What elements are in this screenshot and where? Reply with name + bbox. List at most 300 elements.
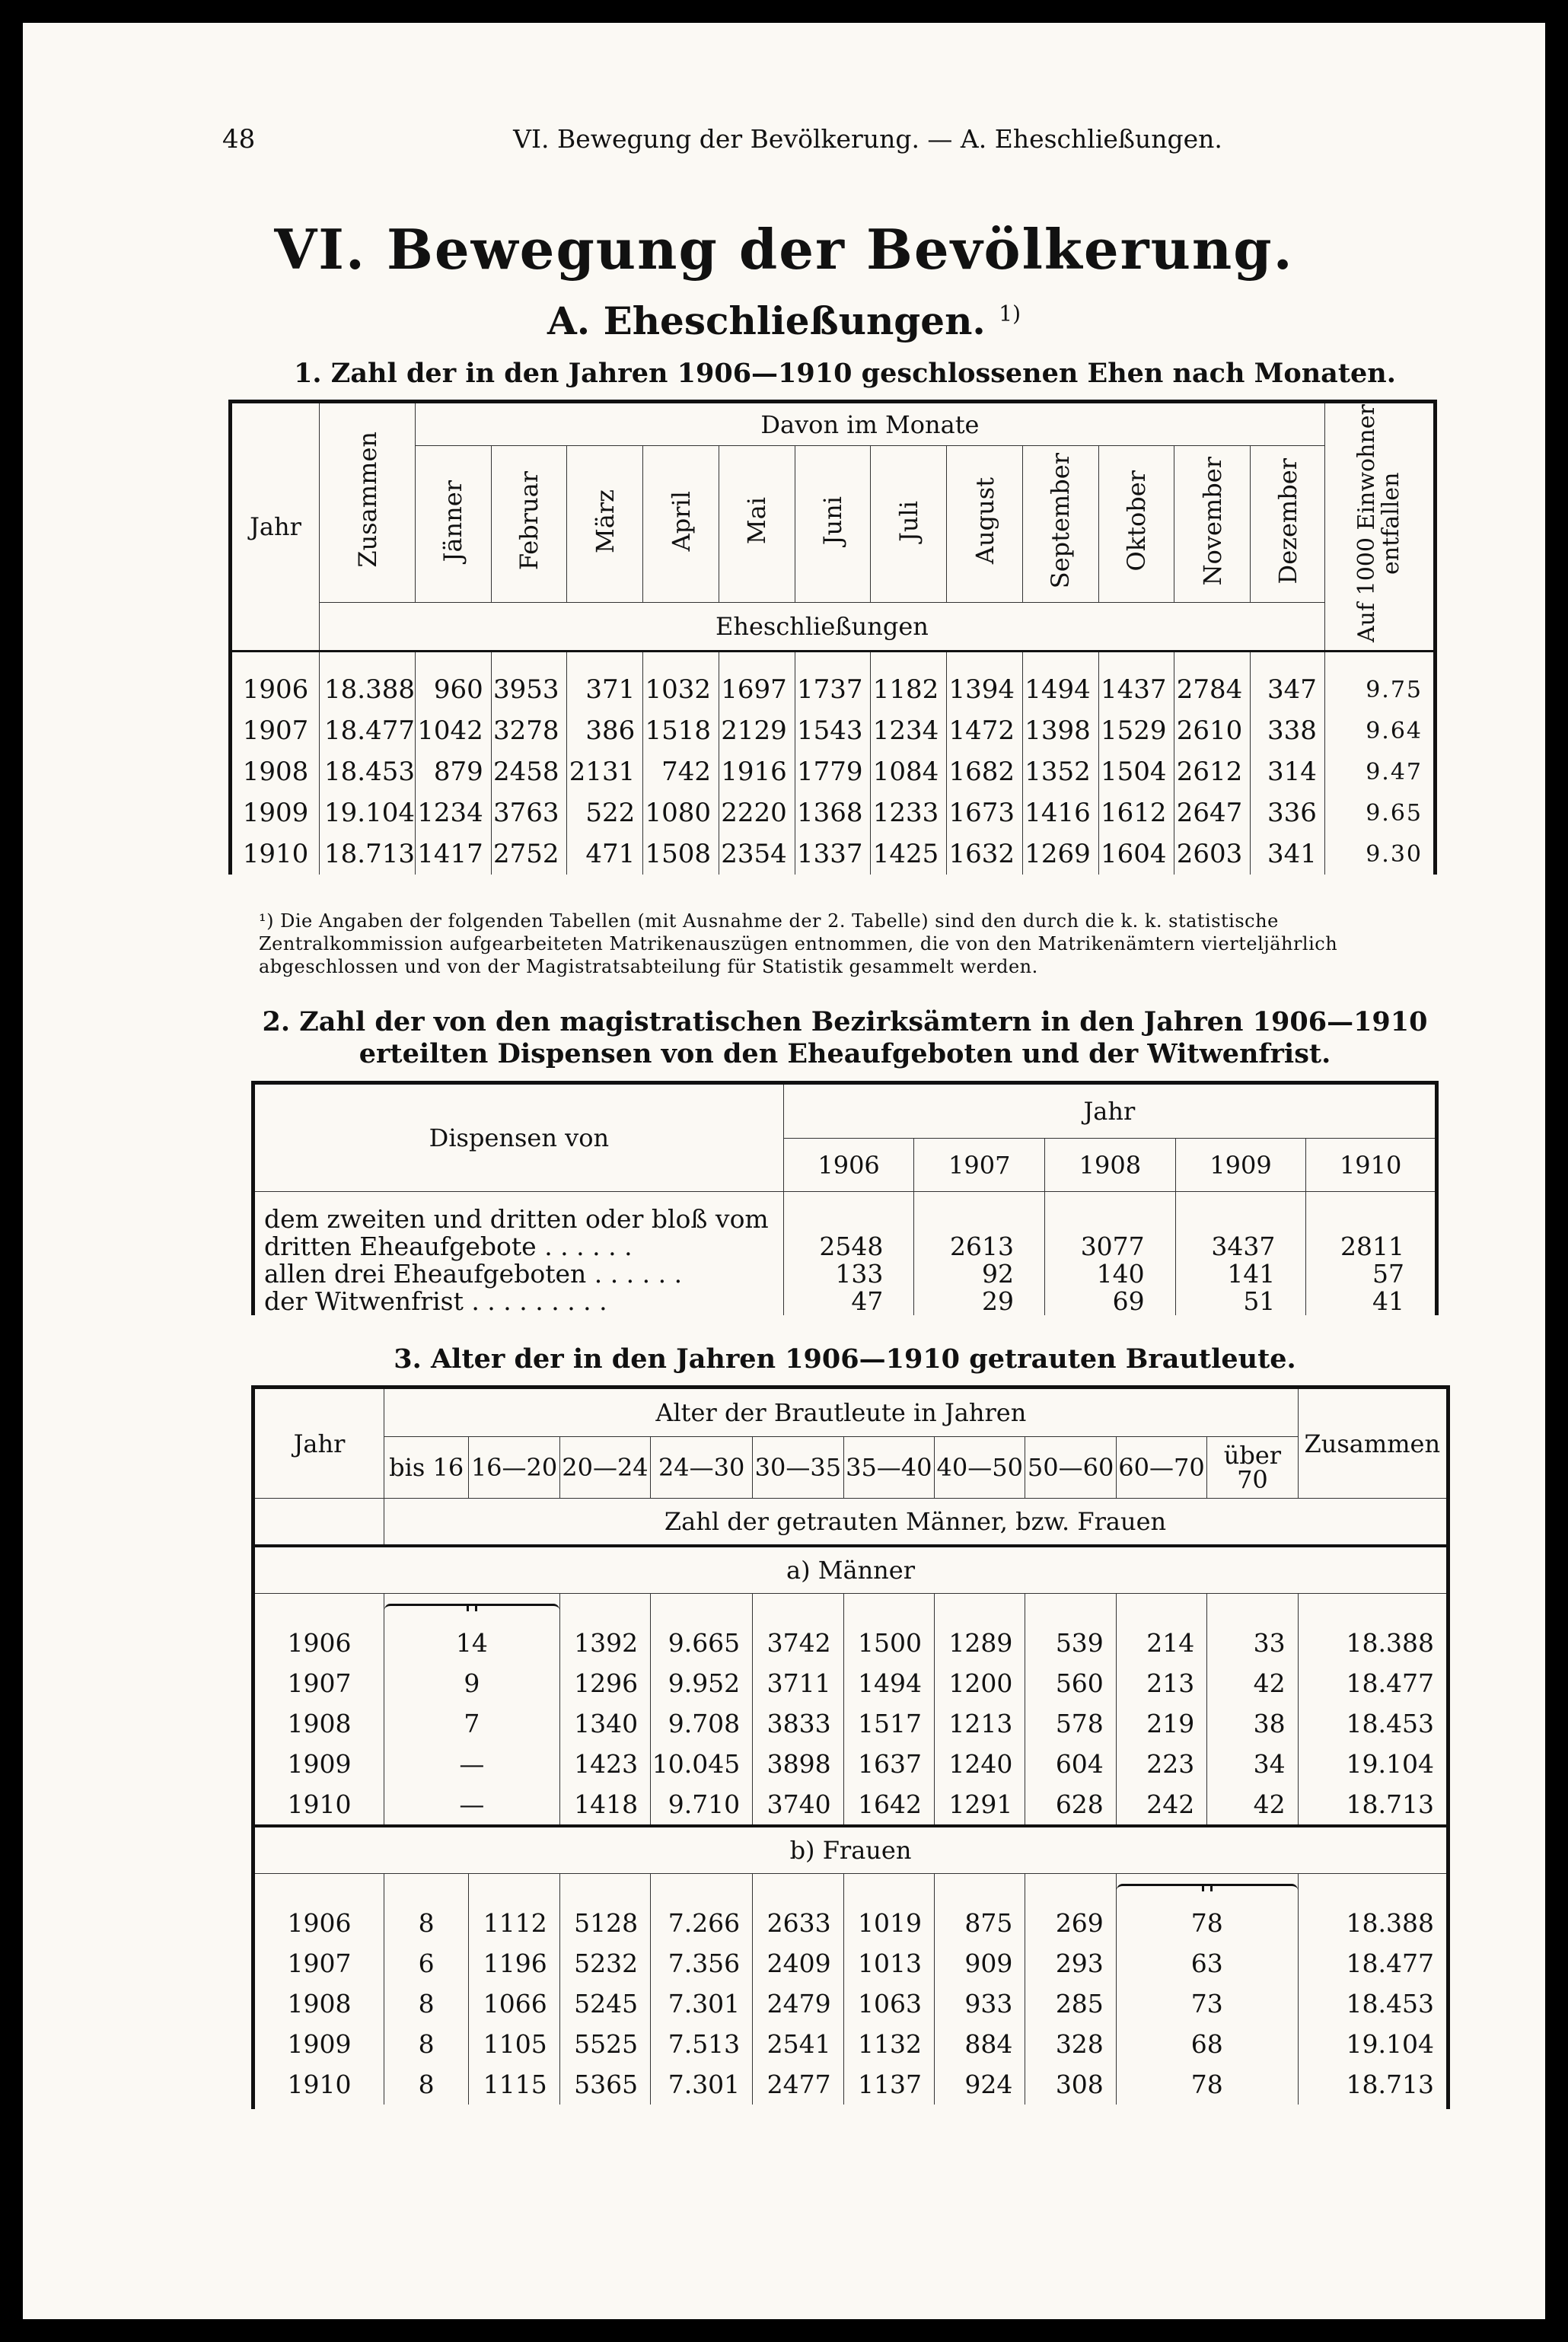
table1-month-header [719, 446, 795, 603]
table1-month-value: 3953 [491, 669, 567, 710]
table3-men-value: 1289 [935, 1623, 1025, 1663]
month-label: Oktober [1122, 470, 1152, 572]
table1-month-value: 2610 [1174, 710, 1251, 751]
table1-month-header [1098, 446, 1174, 603]
month-label: Juni [818, 496, 848, 546]
table3-women-value: 884 [935, 2024, 1025, 2064]
table1-month-value: 1182 [871, 669, 947, 710]
table1-year: 1908 [231, 751, 320, 792]
table3-men-value: 242 [1116, 1784, 1206, 1826]
table3-men-value: 1517 [843, 1703, 934, 1744]
table3-women-body [253, 1903, 1448, 2105]
table1-month-value: 336 [1251, 792, 1325, 833]
table1-month-value: 1612 [1098, 792, 1174, 833]
table1-spacer [231, 652, 1436, 670]
table1-marriages-by-month [228, 400, 1437, 875]
table3-men-value: 1291 [935, 1784, 1025, 1826]
table3-men-value: 1418 [559, 1784, 650, 1826]
table2-cell: 41 [1306, 1288, 1437, 1315]
table1-month-value: 371 [567, 669, 643, 710]
table1-month-header [1251, 446, 1325, 603]
table3-women-value: 924 [935, 2064, 1025, 2105]
table3-bottom [253, 2105, 1448, 2109]
table2-cell: 69 [1045, 1288, 1176, 1315]
table3-year: 1906 [253, 1623, 384, 1663]
table3-women-value: 6 [384, 1943, 469, 1984]
table2-row-label: allen drei Eheaufgeboten . . . . . . [253, 1260, 784, 1288]
table3-men-value: 213 [1116, 1663, 1206, 1703]
page-number: 48 [222, 124, 256, 155]
table3-total: 18.477 [1298, 1943, 1448, 1984]
table3-women-value: 8 [384, 2064, 469, 2105]
section-title [23, 298, 1545, 343]
table2-caption: 2. Zahl der von den magistratischen Bezirksämtern in den Jahren 1906—1910 erteilten Dispensen von den Eheaufgeboten und der Witwenfrist. [262, 1006, 1428, 1069]
table1-month-value: 2603 [1174, 833, 1251, 875]
table3-men-row [253, 1784, 1448, 1826]
table1-total: 18.388 [320, 669, 416, 710]
month-label: September [1046, 453, 1076, 589]
table1-caption: 1. Zahl der in den Jahren 1906—1910 geschlossenen Ehen nach Monaten. [294, 358, 1396, 389]
table2-cell: 29 [914, 1288, 1045, 1315]
table3-women-value: 308 [1025, 2064, 1116, 2105]
table3-total: 18.388 [1298, 1903, 1448, 1943]
table3-up-to-20: — [384, 1744, 560, 1784]
table3-men-value: 1240 [935, 1744, 1025, 1784]
table1-month-value: 2129 [719, 710, 795, 751]
table3-spacer [253, 1874, 1448, 1904]
table3-total: 18.477 [1298, 1663, 1448, 1703]
table1-month-value: 1737 [795, 669, 871, 710]
table3-men-value: 42 [1207, 1784, 1298, 1826]
table3-age-header: 16—20 [469, 1437, 559, 1499]
table3-men-value: 9.952 [651, 1663, 753, 1703]
table3-total: 18.713 [1298, 2064, 1448, 2105]
table3-women-value: 7.266 [651, 1903, 753, 1943]
table2-cell: 47 [783, 1288, 914, 1315]
table2-year-header: 1908 [1045, 1139, 1176, 1192]
table2-row-label [253, 1192, 784, 1261]
table3-age-header: 35—40 [843, 1437, 934, 1499]
table1-month-value: 2612 [1174, 751, 1251, 792]
table3-over-60: 78 [1116, 1903, 1298, 1943]
table3-women-value: 7.301 [651, 2064, 753, 2105]
table3-men-value: 560 [1025, 1663, 1116, 1703]
table1-month-value: 960 [415, 669, 491, 710]
table3-women-row [253, 2024, 1448, 2064]
month-label: Juli [894, 500, 923, 542]
table3-total: 18.388 [1298, 1623, 1448, 1663]
table1-month-value: 1394 [947, 669, 1023, 710]
table2-cell: 141 [1175, 1260, 1306, 1288]
table1-rate: 9.75 [1324, 669, 1435, 710]
table1-month-value: 1032 [643, 669, 719, 710]
table3-men-value: 1296 [559, 1663, 650, 1703]
table1-rate: 9.64 [1324, 710, 1435, 751]
table3-men-row [253, 1623, 1448, 1663]
table1-month-value: 2647 [1174, 792, 1251, 833]
table3-women-value: 7.356 [651, 1943, 753, 1984]
table1-month-value: 2131 [567, 751, 643, 792]
table3-men-row [253, 1663, 1448, 1703]
table2-year-header: 1909 [1175, 1139, 1306, 1192]
month-label: Mai [742, 497, 772, 545]
table3-women-value: 2479 [753, 1984, 843, 2024]
table3-women-value: 1105 [469, 2024, 559, 2064]
month-label: April [666, 490, 696, 552]
table1-month-value: 2354 [719, 833, 795, 875]
table1-month-value: 1437 [1098, 669, 1174, 710]
table3-women-value: 2477 [753, 2064, 843, 2105]
table3-men-value: 42 [1207, 1663, 1298, 1703]
table2-cell: 57 [1306, 1260, 1437, 1288]
table1-header-total [320, 402, 416, 603]
table1-row [231, 751, 1436, 792]
table3-men-value: 1494 [843, 1663, 934, 1703]
footnote: ¹) Die Angaben der folgenden Tabellen (mit Ausnahme der 2. Tabelle) sind den durch die k. k. statistische Zentralkommission aufgearbeiteten Matrikenauszügen entnommen, die von den Matrikenämtern vierteljährlich abgeschlossen und von der Magistratsabteilung für Statistik gesammelt werden. [259, 910, 1338, 977]
table1-month-value: 1080 [643, 792, 719, 833]
table3-age-header-row [253, 1437, 1448, 1499]
table1-month-value: 386 [567, 710, 643, 751]
table1-month-value: 1084 [871, 751, 947, 792]
table3-header-total: Zusammen [1298, 1388, 1448, 1499]
table3-women-value: 1066 [469, 1984, 559, 2024]
table1-rate: 9.47 [1324, 751, 1435, 792]
table3-men-value: 9.665 [651, 1623, 753, 1663]
table3-men-value: 3833 [753, 1703, 843, 1744]
table1-month-value: 1916 [719, 751, 795, 792]
table1-month-header [947, 446, 1023, 603]
table1-month-value: 471 [567, 833, 643, 875]
table3-age-header: 24—30 [651, 1437, 753, 1499]
table2-cell: 51 [1175, 1288, 1306, 1315]
brace-icon [384, 1604, 559, 1617]
table1-month-header [567, 446, 643, 603]
table3-men-value: 1213 [935, 1703, 1025, 1744]
table1-month-value: 1673 [947, 792, 1023, 833]
table3-women-row [253, 2064, 1448, 2105]
table3-men-value: 3742 [753, 1623, 843, 1663]
table3-men-value: 604 [1025, 1744, 1116, 1784]
table3-year: 1907 [253, 1943, 384, 1984]
table1-month-value: 3763 [491, 792, 567, 833]
table1-header-total-text: Zusammen [352, 432, 382, 568]
table1-month-value: 1543 [795, 710, 871, 751]
table3-age-header: 20—24 [559, 1437, 650, 1499]
table3-men-value: 10.045 [651, 1744, 753, 1784]
table3-women-value: 1112 [469, 1903, 559, 1943]
chapter-title: VI. Bewegung der Bevölkerung. [274, 217, 1294, 282]
table3-over-60: 78 [1116, 2064, 1298, 2105]
table1-month-value: 1529 [1098, 710, 1174, 751]
table3-men-value: 3740 [753, 1784, 843, 1826]
table1-row [231, 792, 1436, 833]
table1-month-value: 1337 [795, 833, 871, 875]
table1-year: 1906 [231, 669, 320, 710]
table2-row [253, 1288, 1437, 1315]
table3-men-value: 578 [1025, 1703, 1116, 1744]
table1-month-value: 1779 [795, 751, 871, 792]
table3-women-value: 269 [1025, 1903, 1116, 1943]
table3-women-row [253, 1903, 1448, 1943]
table3-men-value: 1423 [559, 1744, 650, 1784]
table3-year: 1906 [253, 1903, 384, 1943]
table3-women-value: 293 [1025, 1943, 1116, 1984]
section-title-text: A. Eheschließungen. [547, 298, 986, 343]
table2-cell: 140 [1045, 1260, 1176, 1288]
table1-month-value: 1352 [1022, 751, 1098, 792]
table3-women-value: 8 [384, 1903, 469, 1943]
table1-month-value: 338 [1251, 710, 1325, 751]
table1-month-value: 2458 [491, 751, 567, 792]
table3-age-header: 40—50 [935, 1437, 1025, 1499]
table2-year-header: 1910 [1306, 1139, 1437, 1192]
table3-total: 18.713 [1298, 1784, 1448, 1826]
table3-women-value: 1196 [469, 1943, 559, 1984]
table1-unit-row: Eheschließungen [320, 603, 1325, 652]
table3-men-value: 1637 [843, 1744, 934, 1784]
table3-total: 19.104 [1298, 2024, 1448, 2064]
table3-header-year: Jahr [253, 1388, 384, 1499]
table3-year: 1908 [253, 1984, 384, 2024]
month-label: Jänner [438, 480, 468, 562]
table3-caption: 3. Alter der in den Jahren 1906—1910 getrauten Brautleute. [394, 1343, 1296, 1375]
table2-row-label-line2: dritten Eheaufgebote . . . . . . [264, 1232, 633, 1261]
table3-women-value: 875 [935, 1903, 1025, 1943]
table3-year: 1908 [253, 1703, 384, 1744]
table1-rate: 9.65 [1324, 792, 1435, 833]
table1-month-value: 522 [567, 792, 643, 833]
table2-cell: 2811 [1306, 1192, 1437, 1261]
table1-row [231, 710, 1436, 751]
table3-year: 1910 [253, 2064, 384, 2105]
table2-row [253, 1260, 1437, 1288]
table3-age-header: 60—70 [1116, 1437, 1206, 1499]
table3-age-header: 30—35 [753, 1437, 843, 1499]
table1-month-value: 1494 [1022, 669, 1098, 710]
table3-women-value: 1115 [469, 2064, 559, 2105]
table3-men-value: 34 [1207, 1744, 1298, 1784]
table2-header-group: Jahr [783, 1083, 1436, 1139]
table3-women-value: 5245 [559, 1984, 650, 2024]
table3-women-row [253, 1984, 1448, 2024]
table1-month-value: 1425 [871, 833, 947, 875]
table3-women-value: 2633 [753, 1903, 843, 1943]
table1-total: 19.104 [320, 792, 416, 833]
month-label: März [590, 489, 620, 553]
table1-header-rate [1324, 402, 1435, 652]
table3-total: 18.453 [1298, 1984, 1448, 2024]
table3-women-value: 2409 [753, 1943, 843, 1984]
table1-total: 18.477 [320, 710, 416, 751]
table3-men-value: 214 [1116, 1623, 1206, 1663]
table3-women-value: 909 [935, 1943, 1025, 1984]
table3-women-value: 5525 [559, 2024, 650, 2064]
table1-month-value: 2752 [491, 833, 567, 875]
table1-year: 1910 [231, 833, 320, 875]
table3-total: 18.453 [1298, 1703, 1448, 1744]
table3-women-row [253, 1943, 1448, 1984]
table1-header-rate-text: Auf 1000 Einwohner entfallen [1353, 404, 1404, 643]
table3-men-value: 9.710 [651, 1784, 753, 1826]
table3-up-to-20: — [384, 1784, 560, 1826]
table3-women-label: b) Frauen [253, 1826, 1448, 1874]
table3-women-value: 328 [1025, 2024, 1116, 2064]
table1-month-value: 1604 [1098, 833, 1174, 875]
table3-year: 1907 [253, 1663, 384, 1703]
brace-icon [1117, 1884, 1298, 1897]
table3-women-value: 5365 [559, 2064, 650, 2105]
table3-women-value: 1137 [843, 2064, 934, 2105]
table2-cell: 92 [914, 1260, 1045, 1288]
table3-women-value: 7.513 [651, 2024, 753, 2064]
table1-year: 1907 [231, 710, 320, 751]
table3-men-body [253, 1623, 1448, 1826]
table3-women-value: 8 [384, 2024, 469, 2064]
table1-header-group: Davon im Monate [415, 402, 1324, 446]
table3-up-to-20: 14 [384, 1623, 560, 1663]
table3-men-value: 1200 [935, 1663, 1025, 1703]
table3-women-value: 1019 [843, 1903, 934, 1943]
table1-header-year: Jahr [231, 402, 320, 652]
running-head: VI. Bewegung der Bevölkerung. — A. Eheschließungen. [513, 124, 1222, 154]
table3-men-value: 223 [1116, 1744, 1206, 1784]
table1-month-header [491, 446, 567, 603]
table3-men-value: 1340 [559, 1703, 650, 1744]
table2-dispensations [251, 1081, 1439, 1315]
table3-over-60: 73 [1116, 1984, 1298, 2024]
table3-men-value: 9.708 [651, 1703, 753, 1744]
table3-men-row [253, 1744, 1448, 1784]
table3-women-value: 1132 [843, 2024, 934, 2064]
table1-month-header [415, 446, 491, 603]
table3-men-value: 1642 [843, 1784, 934, 1826]
table3-year: 1909 [253, 2024, 384, 2064]
table3-women-value: 933 [935, 1984, 1025, 2024]
table1-month-header [1174, 446, 1251, 603]
table3-age-header: bis 16 [384, 1437, 469, 1499]
table3-over-60: 68 [1116, 2024, 1298, 2064]
table1-month-value: 1234 [415, 792, 491, 833]
month-label: Februar [515, 471, 544, 571]
table3-women-value: 7.301 [651, 1984, 753, 2024]
table3-age-of-couples [251, 1385, 1450, 2109]
table1-month-header [871, 446, 947, 603]
table1-month-value: 1504 [1098, 751, 1174, 792]
table3-unit-row: Zahl der getrauten Männer, bzw. Frauen [384, 1499, 1448, 1547]
table3-women-value: 285 [1025, 1984, 1116, 2024]
table1-month-value: 1697 [719, 669, 795, 710]
table1-month-value: 1269 [1022, 833, 1098, 875]
table1-rate: 9.30 [1324, 833, 1435, 875]
table3-women-value: 8 [384, 1984, 469, 2024]
table2-cell: 3077 [1045, 1192, 1176, 1261]
footnote-ref: 1) [999, 301, 1021, 327]
table1-month-header [1022, 446, 1098, 603]
table3-men-row [253, 1703, 1448, 1744]
table3-men-value: 219 [1116, 1703, 1206, 1744]
table3-women-value: 1013 [843, 1943, 934, 1984]
table1-month-value: 1416 [1022, 792, 1098, 833]
table1-month-value: 1368 [795, 792, 871, 833]
month-label: August [970, 477, 999, 565]
table1-month-value: 1682 [947, 751, 1023, 792]
table1-month-value: 1518 [643, 710, 719, 751]
table1-month-value: 2784 [1174, 669, 1251, 710]
table1-month-value: 347 [1251, 669, 1325, 710]
table1-month-value: 1042 [415, 710, 491, 751]
table3-year: 1910 [253, 1784, 384, 1826]
table3-up-to-20: 9 [384, 1663, 560, 1703]
table3-men-value: 33 [1207, 1623, 1298, 1663]
table1-month-value: 3278 [491, 710, 567, 751]
table3-women-value: 5232 [559, 1943, 650, 1984]
table2-cell: 133 [783, 1260, 914, 1288]
table1-year: 1909 [231, 792, 320, 833]
table1-month-value: 314 [1251, 751, 1325, 792]
table3-over-60: 63 [1116, 1943, 1298, 1984]
table2-row-label-line1: dem zweiten und dritten oder bloß vom [264, 1204, 769, 1234]
table2-row [253, 1192, 1437, 1261]
table1-month-value: 1508 [643, 833, 719, 875]
table3-men-value: 38 [1207, 1703, 1298, 1744]
table3-men-value: 3898 [753, 1744, 843, 1784]
table1-month-header [795, 446, 871, 603]
table3-men-value: 1500 [843, 1623, 934, 1663]
table2-header-label: Dispensen von [253, 1083, 784, 1192]
table3-spacer [253, 1594, 1448, 1623]
table3-men-value: 539 [1025, 1623, 1116, 1663]
table3-women-value: 2541 [753, 2024, 843, 2064]
table1-month-value: 1234 [871, 710, 947, 751]
table2-cell: 2613 [914, 1192, 1045, 1261]
month-label: Dezember [1273, 457, 1302, 585]
table3-women-value: 1063 [843, 1984, 934, 2024]
table3-up-to-20: 7 [384, 1703, 560, 1744]
table1-total: 18.713 [320, 833, 416, 875]
table2-year-header: 1906 [783, 1139, 914, 1192]
table3-men-value: 628 [1025, 1784, 1116, 1826]
table3-year: 1909 [253, 1744, 384, 1784]
table1-row [231, 669, 1436, 710]
table1-month-header [643, 446, 719, 603]
table1-month-value: 1472 [947, 710, 1023, 751]
table1-month-value: 341 [1251, 833, 1325, 875]
table1-body [231, 669, 1436, 875]
table1-month-value: 1398 [1022, 710, 1098, 751]
table3-men-value: 3711 [753, 1663, 843, 1703]
table3-men-label: a) Männer [253, 1546, 1448, 1594]
page-sheet [23, 23, 1545, 2319]
table1-month-value: 879 [415, 751, 491, 792]
table3-header-group: Alter der Brautleute in Jahren [384, 1388, 1299, 1437]
table3-age-header: 50—60 [1025, 1437, 1116, 1499]
table3-men-value: 1392 [559, 1623, 650, 1663]
table2-year-header: 1907 [914, 1139, 1045, 1192]
table2-cell: 2548 [783, 1192, 914, 1261]
table1-month-value: 1632 [947, 833, 1023, 875]
table1-month-value: 2220 [719, 792, 795, 833]
month-label: November [1197, 456, 1227, 586]
table1-row [231, 833, 1436, 875]
table1-month-value: 1233 [871, 792, 947, 833]
table3-total: 19.104 [1298, 1744, 1448, 1784]
table1-month-value: 742 [643, 751, 719, 792]
table3-women-value: 5128 [559, 1903, 650, 1943]
table2-cell: 3437 [1175, 1192, 1306, 1261]
table3-age-header: über 70 [1207, 1437, 1298, 1499]
table2-row-label: der Witwenfrist . . . . . . . . . [253, 1288, 784, 1315]
table1-total: 18.453 [320, 751, 416, 792]
